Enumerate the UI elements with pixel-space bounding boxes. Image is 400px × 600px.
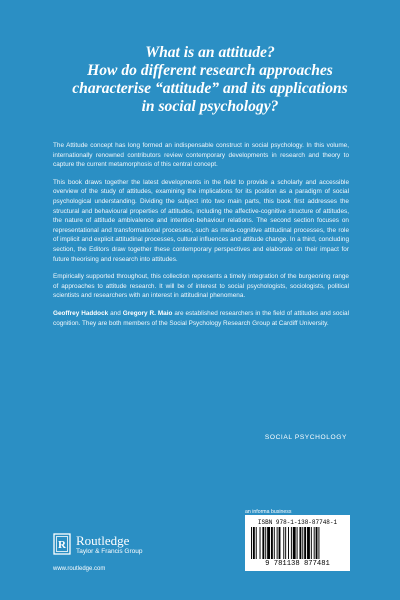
headline-line: How do different research approaches — [87, 62, 333, 79]
publisher-logo — [53, 530, 183, 570]
barcode-icon — [251, 527, 345, 559]
headline-line: in social psychology? — [141, 98, 279, 115]
blurb-paragraph-3: Empirically supported throughout, this collection represents a timely integration of the burgeoning range of approaches to attitude research. It will be of interest to social psychologists, sociologists, political scientists and researchers with an interest in attitudinal phenomena. — [53, 273, 349, 300]
imprint-text: an informa business — [245, 509, 292, 515]
editors-bio-text: are established researchers in the field of attitudes and social cognition. They are both members of the Social Psychology Research Group at Cardiff University. — [53, 309, 350, 327]
headline-line: What is an attitude? — [145, 44, 275, 61]
editors-bio — [53, 309, 349, 328]
blurb-paragraph-2: This book draws together the latest developments in the field to provide a scholarly and accessible overview of the study of attitudes, examining the implications for its position as a paradigm of social psychological understanding. Dividing the subject into two main parts, this book first addresses the structural and behavioural properties of attitudes, including the affective-cognitive structure of attitudes, the nature of attitude ambivalence and intention-behaviour relations. The second section focuses on representational and transformational processes, such as meta-cognitive attitudinal processes, the role of implicit and explicit attitudinal processes, cultural influences and attitude change. In a third, concluding section, the Editors draw together these contemporary perspectives and elaborate on their impact for future theorising and research into attitudes. — [53, 178, 349, 263]
logo-letter: R — [58, 539, 66, 551]
conjunction: and — [108, 309, 123, 317]
publisher-name: Routledge — [76, 533, 130, 548]
barcode-digits: 9 781138 877481 — [265, 560, 330, 568]
editor-name: Geoffrey Haddock — [53, 309, 109, 317]
isbn-text: ISBN 978-1-138-87748-1 — [257, 519, 338, 526]
blurb-paragraph-1: The Attitude concept has long formed an indispensable construct in social psychology. In this volume, internationally renowned contributors review contemporary developments in research and theory to capture the current metamorphosis of this central concept. — [53, 142, 349, 169]
routledge-logo-icon — [53, 533, 71, 555]
headline-line: characterise “attitude” and its applications — [72, 80, 348, 97]
barcode-panel — [245, 515, 350, 571]
editor-name: Gregory R. Maio — [122, 309, 173, 317]
publisher-subtitle: Taylor & Francis Group — [76, 548, 143, 555]
series-label: SOCIAL PSYCHOLOGY — [264, 434, 347, 441]
blurb — [53, 141, 349, 336]
headline — [60, 44, 360, 116]
publisher-url: www.routledge.com — [53, 566, 106, 572]
